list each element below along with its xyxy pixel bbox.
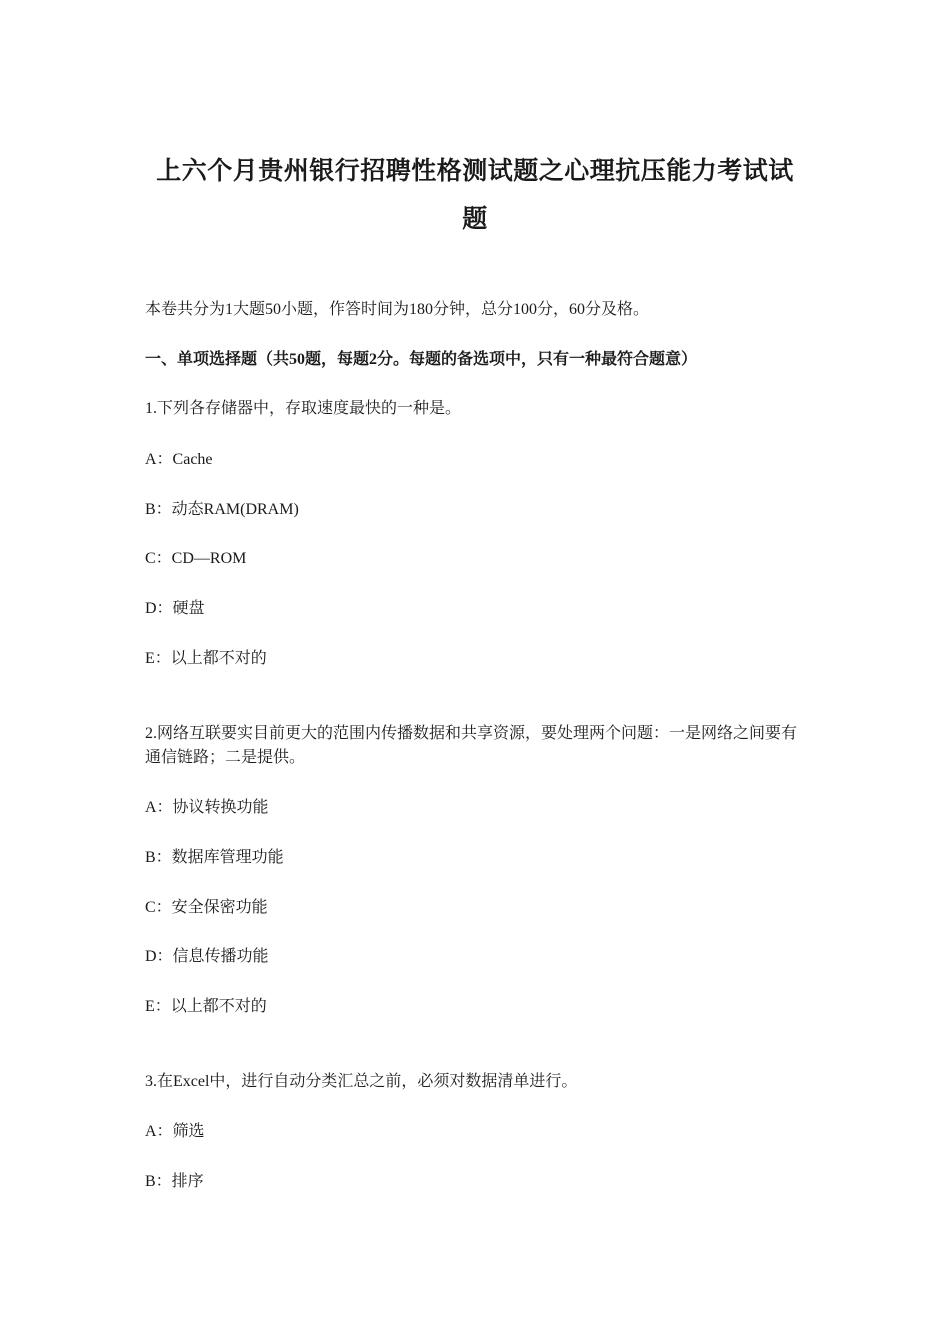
question-stem: 3.在Excel中，进行自动分类汇总之前，必须对数据清单进行。: [145, 1073, 578, 1090]
option-c: C：CD—ROM: [145, 550, 247, 567]
section-heading: 一、单项选择题（共50题，每题2分。每题的备选项中，只有一种最符合题意）: [145, 351, 698, 368]
option-a: A：筛选: [145, 1123, 205, 1140]
question-stem: 2.网络互联要实目前更大的范围内传播数据和共享资源，要处理两个问题：一是网络之间要有通信链路；二是提供。: [145, 725, 798, 766]
option-b: B：数据库管理功能: [145, 849, 284, 866]
option-b: B：动态RAM(DRAM): [145, 501, 299, 518]
option-b: B：排序: [145, 1173, 204, 1190]
question-stem: 1.下列各存储器中，存取速度最快的一种是。: [145, 400, 462, 417]
option-e: E：以上都不对的: [145, 650, 267, 667]
option-e: E：以上都不对的: [145, 998, 267, 1015]
exam-intro: 本卷共分为1大题50小题，作答时间为180分钟，总分100分，60分及格。: [145, 301, 650, 318]
option-d: D：硬盘: [145, 600, 205, 617]
document-title: 上六个月贵州银行招聘性格测试题之心理抗压能力考试试题: [156, 158, 794, 233]
option-d: D：信息传播功能: [145, 948, 269, 965]
option-a: A：Cache: [145, 451, 213, 468]
option-c: C：安全保密功能: [145, 899, 268, 916]
option-a: A：协议转换功能: [145, 799, 269, 816]
